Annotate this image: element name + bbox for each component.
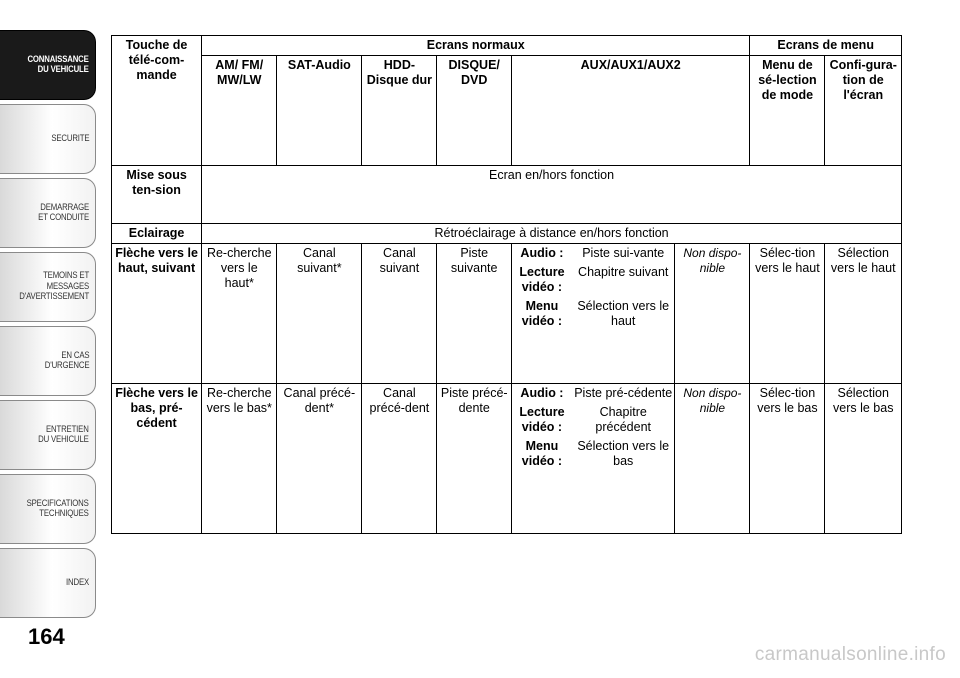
cell-down-am: Re-cherche vers le bas* xyxy=(202,384,277,534)
aux-key: Menu vidéo : xyxy=(521,439,563,468)
header-hdd: HDD-Disque dur xyxy=(362,56,437,166)
aux-key: Audio : xyxy=(520,386,564,400)
header-am-fm: AM/ FM/ MW/LW xyxy=(202,56,277,166)
cell-up-aux xyxy=(511,244,675,384)
cell-down-na: Non dispo-nible xyxy=(675,384,750,534)
row-label-down: Flèche vers le bas, pré-cédent xyxy=(112,384,202,534)
row-label-up: Flèche vers le haut, suivant xyxy=(112,244,202,384)
cell-up-sat: Canal suivant* xyxy=(277,244,362,384)
row-value-mise: Ecran en/hors fonction xyxy=(202,166,902,224)
page-number: 164 xyxy=(28,624,65,649)
aux-value: Chapitre suivant xyxy=(578,265,669,279)
tab-en-cas-urgence[interactable]: EN CAS D'URGENCE xyxy=(0,326,96,396)
aux-key: Lecture vidéo : xyxy=(519,405,565,434)
cell-down-disque: Piste précé-dente xyxy=(437,384,511,534)
header-configuration: Confi-gura-tion de l'écran xyxy=(825,56,902,166)
cell-up-disque: Piste suivante xyxy=(437,244,511,384)
cell-up-config: Sélection vers le haut xyxy=(825,244,902,384)
cell-down-menu-sel: Sélec-tion vers le bas xyxy=(750,384,825,534)
tab-index[interactable]: INDEX xyxy=(0,548,96,618)
header-menu-selection: Menu de sé-lection de mode xyxy=(750,56,825,166)
chapter-sidebar xyxy=(0,0,98,678)
header-sat-audio: SAT-Audio xyxy=(277,56,362,166)
tab-specifications-techniques[interactable]: SPECIFICATIONS TECHNIQUES xyxy=(0,474,96,544)
tab-connaissance-vehicule[interactable]: CONNAISSANCE DU VEHICULE xyxy=(0,30,96,100)
cell-down-config: Sélection vers le bas xyxy=(825,384,902,534)
row-value-eclairage: Rétroéclairage à distance en/hors fonction xyxy=(202,224,902,244)
cell-up-hdd: Canal suivant xyxy=(362,244,437,384)
cell-down-sat: Canal précé-dent* xyxy=(277,384,362,534)
header-aux: AUX/AUX1/AUX2 xyxy=(511,56,749,166)
header-disque-dvd: DISQUE/ DVD xyxy=(437,56,511,166)
cell-up-menu-sel: Sélec-tion vers le haut xyxy=(750,244,825,384)
remote-control-table xyxy=(111,35,902,534)
aux-value: Piste pré-cédente xyxy=(574,386,673,400)
cell-up-am: Re-cherche vers le haut* xyxy=(202,244,277,384)
tab-temoins-messages[interactable]: TEMOINS ET MESSAGES D'AVERTISSEMENT xyxy=(0,252,96,322)
row-label-mise: Mise sous ten-sion xyxy=(112,166,202,224)
aux-key: Audio : xyxy=(520,246,564,260)
cell-down-aux xyxy=(511,384,675,534)
cell-up-na: Non dispo-nible xyxy=(675,244,750,384)
tab-securite[interactable]: SECURITE xyxy=(0,104,96,174)
table-row xyxy=(112,384,902,534)
header-ecrans-menu: Ecrans de menu xyxy=(750,36,902,56)
tab-entretien-vehicule[interactable]: ENTRETIEN DU VEHICULE xyxy=(0,400,96,470)
aux-value: Chapitre précédent xyxy=(595,405,652,434)
header-touche: Touche de télé-com-mande xyxy=(112,36,202,166)
aux-value: Sélection vers le bas xyxy=(577,439,670,468)
aux-value: Sélection vers le haut xyxy=(577,299,670,328)
cell-down-hdd: Canal précé-dent xyxy=(362,384,437,534)
header-ecrans-normaux: Ecrans normaux xyxy=(202,36,750,56)
tab-demarrage-conduite[interactable]: DEMARRAGE ET CONDUITE xyxy=(0,178,96,248)
aux-key: Lecture vidéo : xyxy=(519,265,565,294)
table-row xyxy=(112,244,902,384)
row-label-eclairage: Eclairage xyxy=(112,224,202,244)
aux-key: Menu vidéo : xyxy=(521,299,563,328)
aux-value: Piste sui-vante xyxy=(582,246,665,260)
watermark-text: carmanualsonline.info xyxy=(754,644,946,665)
